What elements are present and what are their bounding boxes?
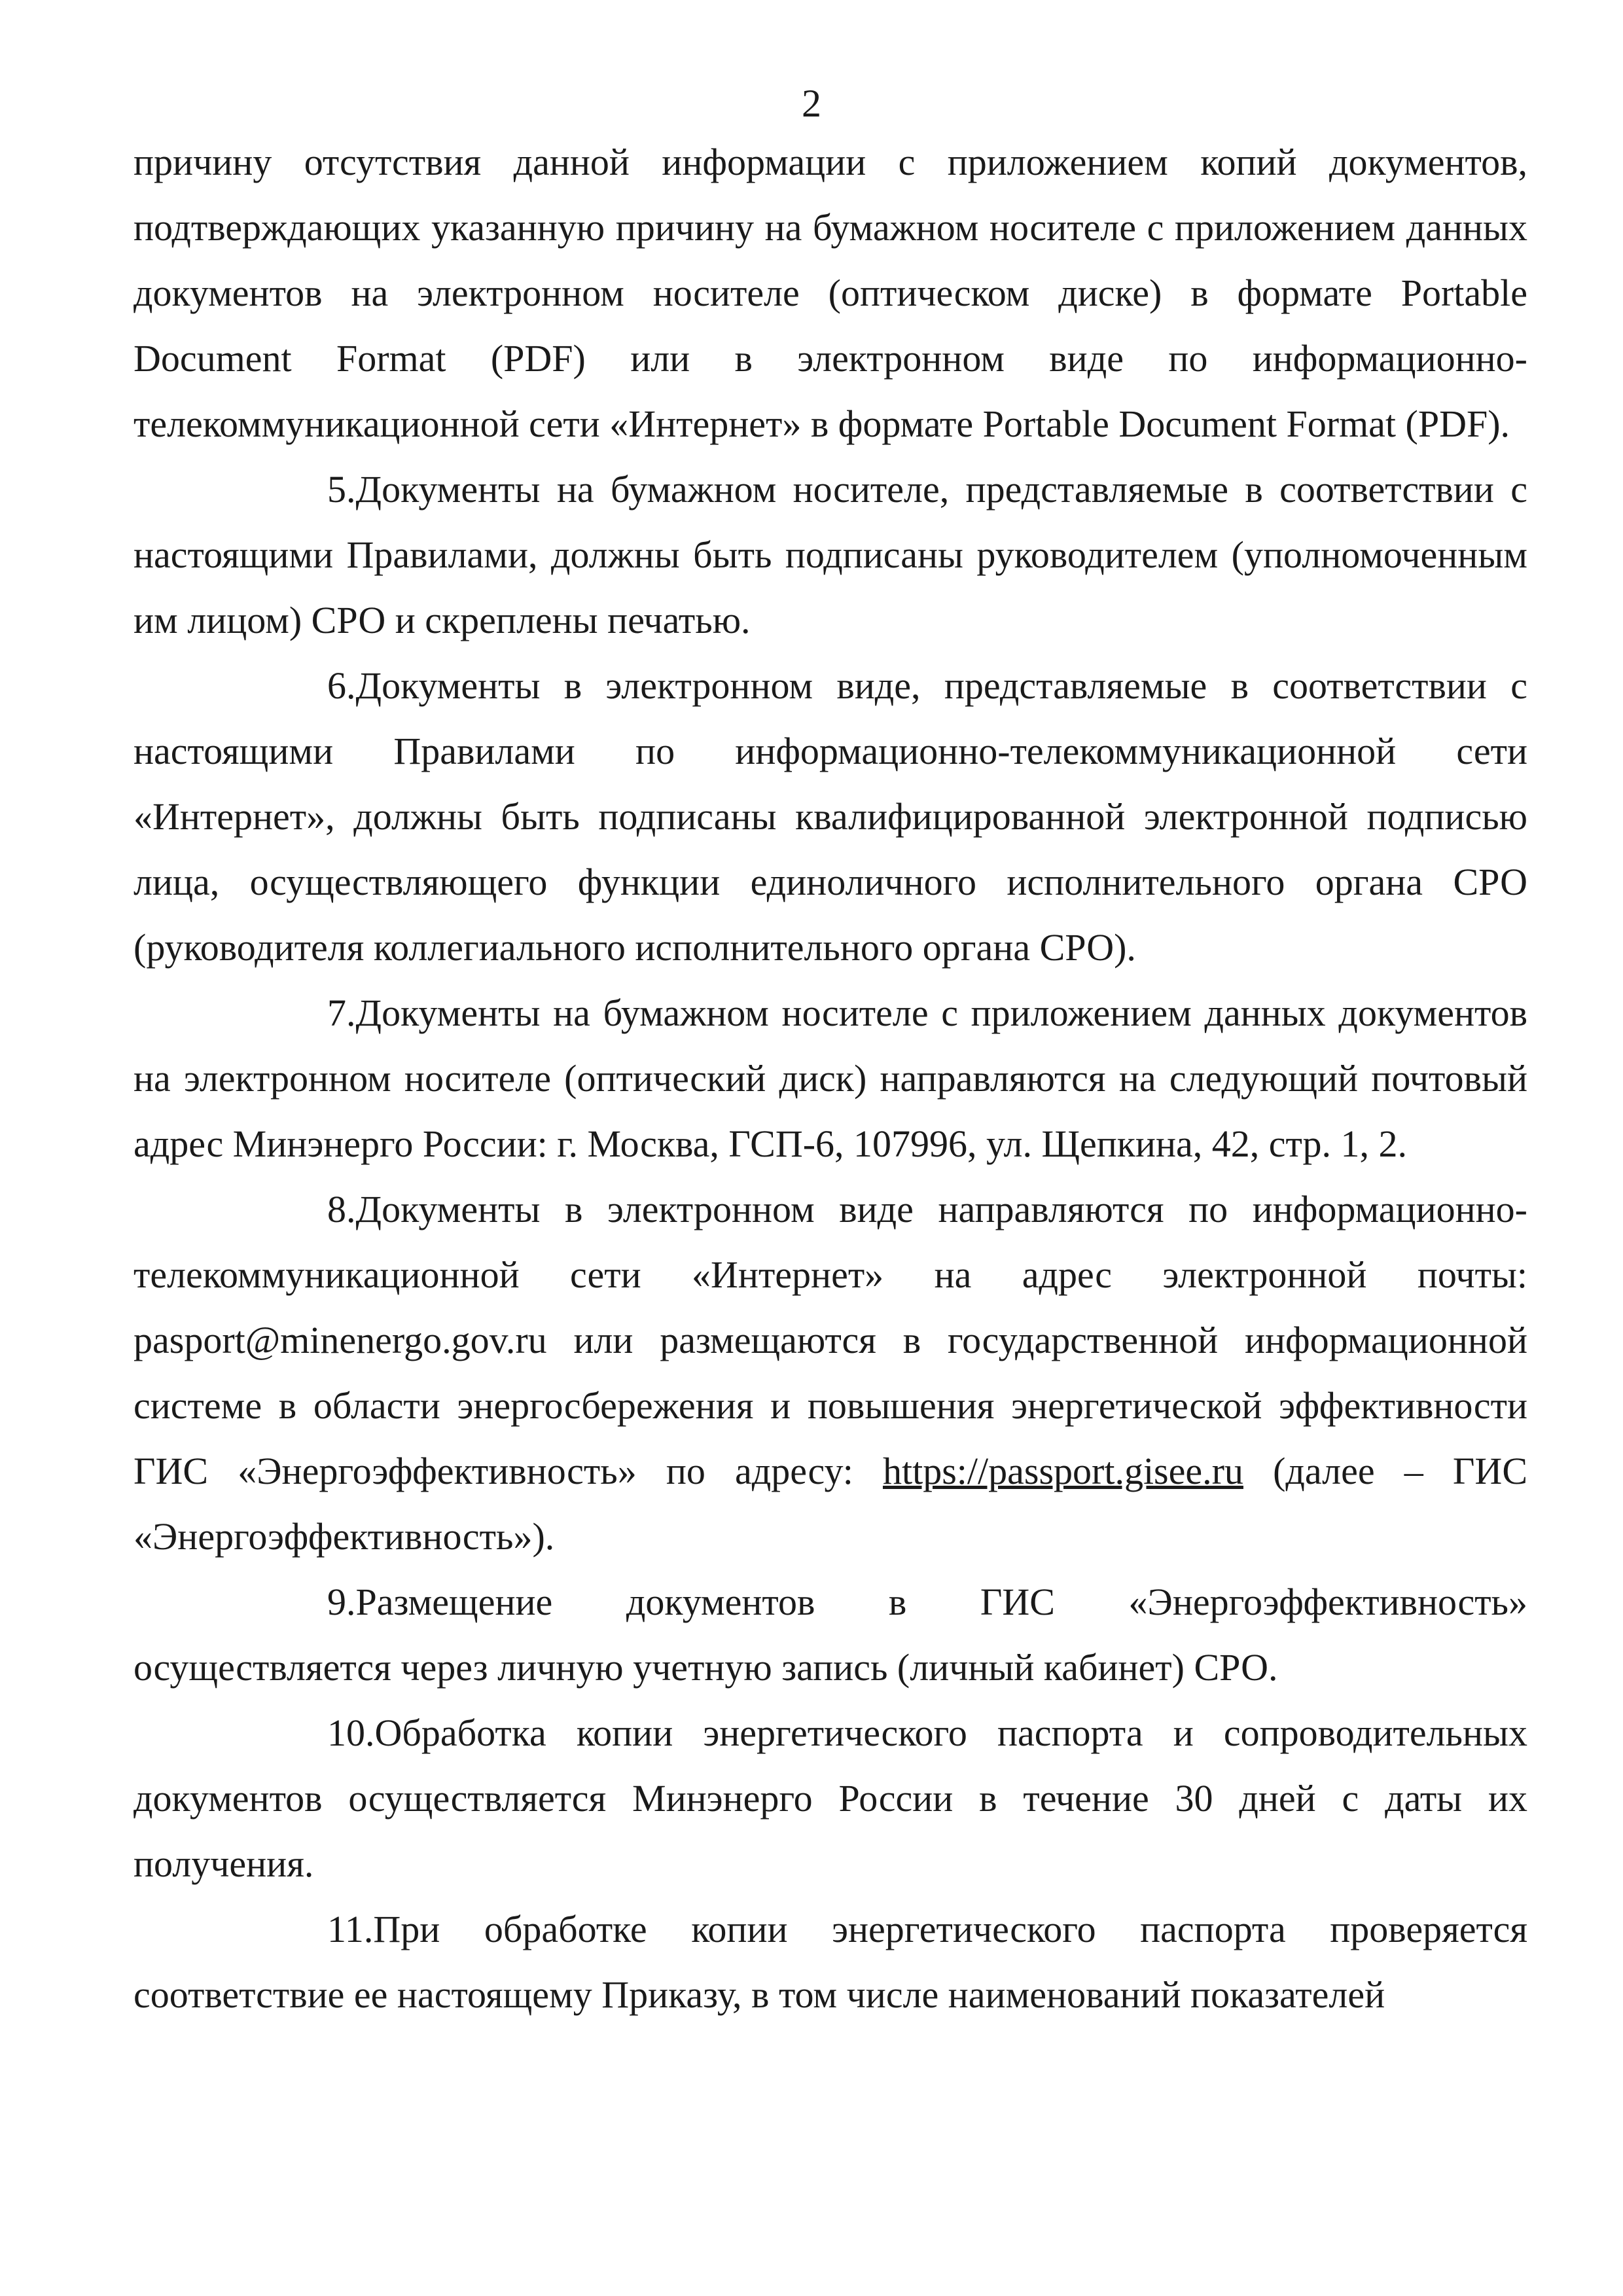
paragraph-continuation (134, 130, 1527, 457)
paragraph-text: Документы в электронном виде направляются по информационно-телекоммуникационной сети «Интернет» на адрес электронной почты: pasport@minenergo.gov.ru или размещаются в государственной информационной системе в области энергосбережения и повышения энергетической эффективности ГИС «Энергоэффективность» по адресу: (134, 1188, 1527, 1492)
paragraph-5 (134, 457, 1527, 653)
paragraph-text-tail: (далее – ГИС «Энергоэффективность»). (134, 1450, 1528, 1558)
paragraph-text: причину отсутствия данной информации с приложением копий документов, подтверждающих указанную причину на бумажном носителе с приложением данных документов на электронном носителе (оптическом диске) в формате Portable Document Format (PDF) или в электронном виде по информационно-телекоммуникационной сети «Интернет» в формате Portable Document Format (PDF). (134, 141, 1527, 445)
paragraph-11 (134, 1897, 1527, 2028)
paragraph-10 (134, 1700, 1527, 1897)
paragraph-number: 10. (327, 1712, 375, 1754)
paragraph-number: 7. (327, 992, 356, 1034)
paragraph-number: 5. (327, 468, 356, 511)
paragraph-6 (134, 653, 1527, 980)
paragraph-text: Обработка копии энергетического паспорта и сопроводительных документов осуществляется Минэнерго России в течение 30 дней с даты их получения. (134, 1712, 1527, 1885)
paragraph-text: Документы на бумажном носителе с приложением данных документов на электронном носителе (оптический диск) направляются на следующий почтовый адрес Минэнерго России: г. Москва, ГСП-6, 107996, ул. Щепкина, 42, стр. 1, 2. (134, 992, 1527, 1165)
gis-link[interactable]: https://passport.gisee.ru (882, 1450, 1243, 1492)
paragraph-number: 9. (327, 1581, 356, 1623)
paragraph-text: Документы на бумажном носителе, представляемые в соответствии с настоящими Правилами, должны быть подписаны руководителем (уполномоченным им лицом) СРО и скреплены печатью. (134, 468, 1527, 641)
paragraph-number: 11. (327, 1908, 374, 1950)
paragraph-text: Размещение документов в ГИС «Энергоэффективность» осуществляется через личную учетную запись (личный кабинет) СРО. (134, 1581, 1527, 1689)
paragraph-number: 6. (327, 664, 356, 707)
paragraph-7 (134, 980, 1527, 1177)
paragraph-number: 8. (327, 1188, 356, 1230)
page-number: 2 (802, 82, 821, 125)
document-body (134, 130, 1527, 2028)
paragraph-9 (134, 1570, 1527, 1700)
paragraph-text: При обработке копии энергетического паспорта проверяется соответствие ее настоящему Приказу, в том числе наименований показателей (134, 1908, 1527, 2016)
paragraph-8 (134, 1177, 1527, 1570)
paragraph-text: Документы в электронном виде, представляемые в соответствии с настоящими Правилами по информационно-телекоммуникационной сети «Интернет», должны быть подписаны квалифицированной электронной подписью лица, осуществляющего функции единоличного исполнительного органа СРО (руководителя коллегиального исполнительного органа СРО). (134, 664, 1527, 969)
